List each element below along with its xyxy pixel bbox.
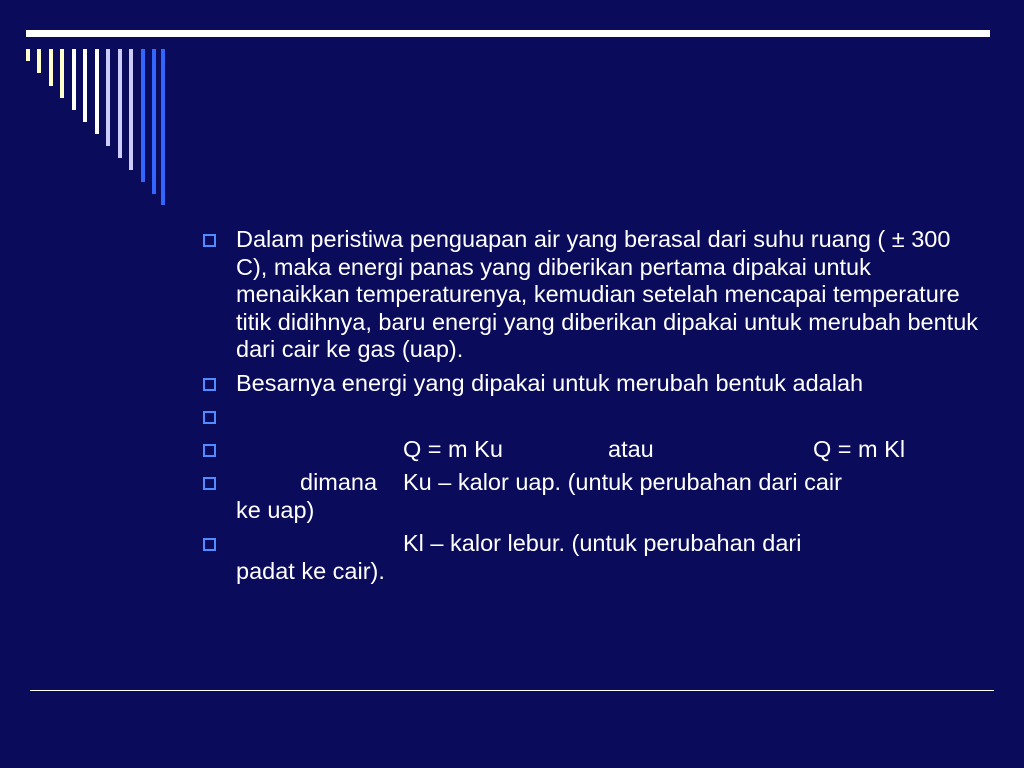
slide-body (200, 226, 980, 591)
decor-bar (161, 49, 165, 205)
definition-continuation: padat ke cair). (236, 557, 385, 584)
square-bullet-icon (203, 411, 216, 424)
decor-bar (152, 49, 156, 194)
definition-text: Ku – kalor uap. (untuk perubahan dari cair (403, 469, 842, 495)
bullet-item (200, 226, 980, 364)
definition-item (200, 469, 980, 524)
bottom-rule (30, 690, 994, 691)
decor-bar (83, 49, 87, 122)
square-bullet-icon (203, 477, 216, 490)
bullet-item (200, 370, 980, 398)
decor-bar (118, 49, 122, 158)
decor-bar (106, 49, 110, 146)
definition-lead: dimana (300, 469, 378, 495)
decor-bar (49, 49, 53, 86)
decor-bar (141, 49, 145, 182)
decor-bar (72, 49, 76, 110)
bullet-item-empty (200, 403, 980, 430)
decor-bar (95, 49, 99, 134)
bullet-text: Besarnya energi yang dipakai untuk merubah bentuk adalah (236, 369, 864, 396)
square-bullet-icon (203, 378, 216, 391)
decor-bar (37, 49, 41, 73)
top-rule (26, 30, 990, 37)
definition-item (200, 530, 980, 585)
formula-right: Q = m Kl (813, 436, 906, 462)
decor-bar (60, 49, 64, 98)
decor-bar (26, 49, 30, 61)
formula-left: Q = m Ku (403, 436, 503, 462)
decor-bar (129, 49, 133, 170)
square-bullet-icon (203, 234, 216, 247)
definition-text: Kl – kalor lebur. (untuk perubahan dari (403, 530, 802, 556)
formula-item (200, 436, 980, 463)
definition-continuation: ke uap) (236, 496, 315, 523)
square-bullet-icon (203, 444, 216, 457)
formula-connector: atau (608, 436, 654, 462)
square-bullet-icon (203, 538, 216, 551)
bullet-text: Dalam peristiwa penguapan air yang berasal dari suhu ruang ( ± 300 C), maka energi panas yang diberikan pertama dipakai untuk menaikkan temperaturenya, kemudian setelah mencapai temperature titik didihnya, baru energi yang diberikan dipakai untuk merubah bentuk dari cair ke gas (uap). (236, 226, 979, 362)
